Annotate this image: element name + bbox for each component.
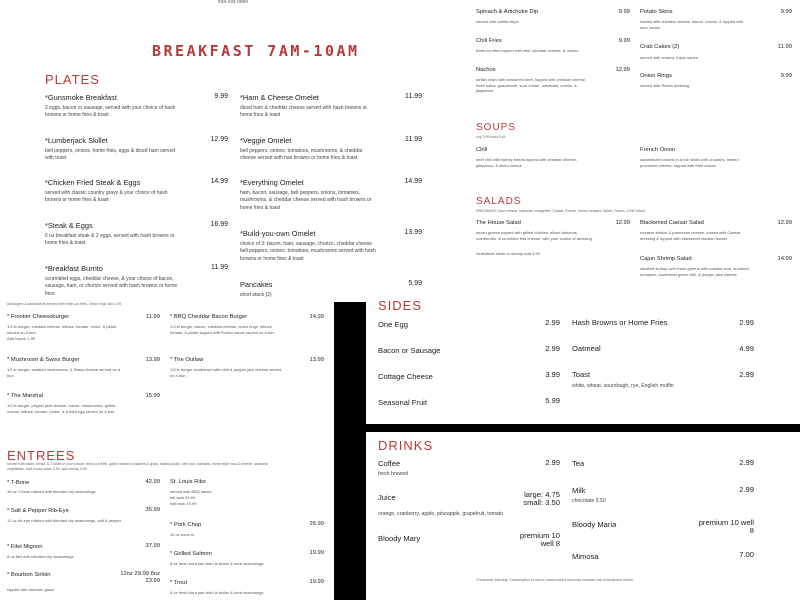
- entrees-panel[interactable]: [0, 444, 334, 600]
- item-name: * Bourbon Sirloin: [7, 572, 51, 578]
- item-name: * T-Bone: [7, 480, 30, 486]
- item-price: premium 10 well 8: [519, 531, 560, 548]
- item-desc: fresh brewed: [378, 471, 408, 477]
- item-name: Toast: [572, 370, 591, 379]
- item-price: 13.99: [309, 357, 324, 363]
- item-price: 14.99: [777, 256, 792, 262]
- item-price-line: half-rack 19.99: [170, 501, 197, 506]
- item-desc: 1/3 lb burger, pepper jack cheese, bacon, mushrooms, grilled onions, lettuce, tomato, pickle, & a fried egg served on a bun: [7, 403, 116, 414]
- item-desc: short stack (2): [240, 292, 272, 298]
- item-desc: 1/3 lb burger, cheddar cheese, lettuce, tomato, onion, & pickle served on a bun: [7, 324, 117, 335]
- item-desc: 16 oz T-bone rubbed with blended dry seasonings: [7, 489, 96, 494]
- item-price: 13.99: [404, 229, 422, 236]
- burgers-note: all burgers & sandwiches served with fresh-cut fries. Onion rings add 1.99: [7, 302, 122, 306]
- item-price: 11.99: [211, 264, 228, 271]
- item-price: 12.99: [210, 136, 228, 143]
- soups-title: SOUPS: [476, 122, 517, 133]
- item-name: The House Salad: [476, 220, 521, 226]
- item-desc: served with BBQ sauce: [170, 489, 212, 494]
- item-desc: 1/3 lb burger smothered with chili & pepper jack cheese served on a bun: [170, 367, 282, 378]
- item-desc: diced ham & cheddar cheese served with hash browns or home fries & toast: [240, 105, 368, 119]
- item-name: Bloody Mary: [378, 534, 421, 543]
- item-desc: chocolate 3.50: [572, 498, 606, 504]
- item-price: 11.99: [777, 44, 792, 50]
- item-price: 9.99: [618, 38, 630, 44]
- item-price: 5.99: [408, 280, 422, 287]
- item-price: 19.99: [309, 579, 324, 585]
- item-desc: 8 oz filet with blended dry seasonings: [7, 554, 74, 559]
- item-name: *Gunsmoke Breakfast: [45, 93, 117, 102]
- item-price: 2.99: [545, 458, 560, 467]
- item-desc: 8 oz fresh trout pan-fried in butter & herb seasonings: [170, 561, 264, 566]
- item-price: 9.99: [780, 73, 792, 79]
- item-price: 9.99: [780, 9, 792, 15]
- item-name: *Everything Omelet: [240, 178, 304, 187]
- item-price: 2.99: [545, 344, 560, 353]
- item-extra: Add bacon 1.99: [7, 336, 36, 341]
- item-price: 7.00: [739, 550, 754, 559]
- item-name: Oatmeal: [572, 344, 601, 353]
- item-name: Mimosa: [572, 552, 599, 561]
- item-price: large: 4.75 small: 3.50: [523, 490, 560, 507]
- item-name: Chili Fries: [476, 38, 502, 44]
- item-desc: served with classic country gravy & your choice of hash browns or home fries & toast: [45, 190, 168, 204]
- item-price: 12.99: [615, 220, 630, 226]
- phone-number: 928-433-0889: [218, 0, 248, 5]
- item-desc: romaine lettuce & parmesan cheese, tossed with Caesar dressing & topped with blackened chicken breast: [640, 230, 741, 241]
- drinks-title: DRINKS: [378, 438, 434, 453]
- item-name: *Steak & Eggs: [45, 221, 93, 230]
- item-name: * Frontier Cheeseburger: [7, 314, 70, 320]
- item-name: Seasonal Fruit: [378, 398, 427, 407]
- item-name: * Salt & Pepper Rib-Eye: [7, 508, 69, 514]
- item-name: * Trout: [170, 580, 188, 586]
- item-desc: 2 eggs, bacon or sausage, served with your choice of hash browns or home fries & toast: [45, 105, 176, 119]
- item-desc: 10 oz bone-in: [170, 532, 195, 537]
- salads-sub: DRESSINGS: blue cheese, balsamic vinaigrette, Caesar, French, honey mustard, Italian, Ranch, 1000 Island: [476, 209, 645, 213]
- item-desc: bell peppers, onions, home fries, eggs & diced ham served with toast: [45, 148, 176, 162]
- item-desc: white, wheat, sourdough, rye, English muffin: [572, 383, 674, 389]
- entrees-title: ENTREES: [7, 448, 76, 463]
- item-price: 11.99: [145, 314, 160, 320]
- item-price: 11.99: [405, 93, 422, 100]
- item-name: *Breakfast Burrito: [45, 264, 103, 273]
- item-desc: 12 oz rib-eye rubbed with blended dry seasonings, salt & pepper: [7, 518, 122, 523]
- item-desc: scrambled eggs, cheddar cheese, & your choice of bacon, sausage, ham, or chorizo served with hash browns or home fries: [45, 276, 178, 297]
- item-name: *Lumberjack Skillet: [45, 136, 108, 145]
- item-desc: ham, bacon, sausage, bell peppers, onions, tomatoes, mushrooms, & cheddar cheese served with hash browns or home fries & toast: [240, 190, 372, 211]
- item-price: 9.99: [214, 93, 228, 100]
- item-name: St. Louis Ribs: [170, 479, 206, 485]
- item-name: One Egg: [378, 320, 408, 329]
- salads-title: SALADS: [476, 196, 522, 207]
- item-name: *Build-you-own Omelet: [240, 229, 316, 238]
- item-price: 2.99: [739, 370, 754, 379]
- item-desc: served with Ranch dressing: [640, 83, 690, 88]
- item-name: Hash Browns or Home Fries: [572, 318, 668, 327]
- sides-panel[interactable]: [366, 296, 800, 424]
- item-desc: tortilla chips with seasoned beef, topped with cheddar cheese, fresh salsa, guacamole, sour cream, tomatoes, onions, & jalapenos: [476, 77, 587, 94]
- item-desc: choice of 3: bacon, ham, sausage, chorizo, cheddar cheese bell peppers, onions, tomatoes, mushrooms served with hash browns or home fries & toast: [240, 241, 376, 262]
- item-desc: 8 oz fresh trout pan-fried in butter & herb seasonings: [170, 590, 264, 595]
- item-name: Cottage Cheese: [378, 372, 433, 381]
- item-name: * Grilled Salmon: [170, 551, 212, 557]
- item-price: 16.99: [210, 221, 228, 228]
- item-name: * Pork Chop: [170, 522, 202, 528]
- entrees-note: served with salad, bread, & 2 sides of your choice: fresh-cut fries, garlic mashed potatoes & gravy, baked potato, wild rice, coleslaw, home-style mac & cheese, seasonal vegetables. Add house salad 3.99, add shrimp 4.99: [7, 462, 269, 471]
- item-name: *Veggie Omelet: [240, 136, 292, 145]
- item-price: 14.99: [210, 178, 228, 185]
- item-price: 26.99: [309, 521, 324, 527]
- item-price: 14.99: [404, 178, 422, 185]
- plates-title: PLATES: [45, 72, 100, 87]
- item-desc: fresh-cut fries topped with chili, cheddar cheese, & onions: [476, 48, 579, 53]
- breakfast-header: BREAKFAST 7AM-10AM: [152, 42, 360, 60]
- item-desc: sautéed shrimp over fresh greens with roasted corn, sundried tomatoes, southwest green chili, & pepper jack cheese: [640, 266, 749, 277]
- item-desc: 6 oz breakfast steak & 2 eggs, served with hash browns or home fries & toast: [45, 233, 175, 247]
- item-price: 5.99: [545, 396, 560, 405]
- item-desc: beef chili with kidney beans topped with cheddar cheese, jalapenos, & diced onions: [476, 157, 577, 168]
- item-name: Bloody Maria: [572, 520, 617, 529]
- item-desc: 1/3 lb burger, sautéed mushrooms, & Swiss cheese served on a bun: [7, 367, 121, 378]
- burgers-panel[interactable]: [0, 302, 334, 444]
- item-name: * The Outlaw: [170, 357, 204, 363]
- item-name: Nachos: [476, 67, 496, 73]
- item-name: Cajun Shrimp Salad: [640, 256, 692, 262]
- item-price-line: full-rack 29.99: [170, 495, 196, 500]
- item-price: 3.99: [545, 370, 560, 379]
- item-name: French Onion: [640, 147, 676, 153]
- item-name: * Filet Mignon: [7, 544, 43, 550]
- item-price: 9.99: [618, 9, 630, 15]
- item-price: 37.99: [145, 543, 160, 549]
- item-desc: orange, cranberry, apple, pineapple, grapefruit, tomato: [378, 511, 504, 517]
- item-desc: bell peppers, onions, tomatoes, mushrooms, & cheddar cheese served with has browns or home fries & toast: [240, 148, 363, 162]
- item-name: *Chicken Fried Steak & Eggs: [45, 178, 141, 187]
- item-name: Crab Cakes (2): [640, 44, 680, 50]
- item-desc: served with tortilla chips: [476, 19, 519, 24]
- consumer-warning: *Consumer Warning: Consumption of raw or undercooked food may increase risk of foodborne illness: [476, 578, 634, 582]
- item-desc: caramelized onions in a rich broth with croutons, melted provolone cheese, topped with fried onions: [640, 157, 739, 168]
- item-name: Spinach & Artichoke Dip: [476, 9, 539, 15]
- item-price: 35.99: [145, 507, 160, 513]
- item-price: 2.99: [739, 458, 754, 467]
- item-price: 2.99: [545, 318, 560, 327]
- item-name: *Ham & Cheese Omelet: [240, 93, 319, 102]
- item-desc: mixed greens topped with grilled chicken, sliced almonds, cranberries, & crumbled feta cheese, with your choice of dressing: [476, 230, 592, 241]
- item-price: 12.99: [615, 67, 630, 73]
- item-price: 12oz 29.99 8oz 23.99: [120, 571, 160, 584]
- item-name: * The Marshal: [7, 393, 43, 399]
- item-price: 2.99: [739, 318, 754, 327]
- item-price: 2.99: [739, 485, 754, 494]
- item-name: Juice: [378, 493, 396, 502]
- item-name: Chili: [476, 147, 488, 153]
- appetizers-soups-salads-panel[interactable]: [468, 0, 800, 298]
- item-name: Blackened Caesar Salad: [640, 220, 704, 226]
- item-price: 19.99: [309, 550, 324, 556]
- item-desc: served with creamy Cajun sauce: [640, 55, 698, 60]
- item-name: Potato Skins: [640, 9, 673, 15]
- item-desc: topped with bourbon glaze: [7, 587, 54, 592]
- item-name: * Mushroom & Swiss Burger: [7, 357, 80, 363]
- item-name: Coffee: [378, 459, 401, 468]
- item-price: 42.99: [145, 479, 160, 485]
- item-extra: *substitute steak or shrimp add 3.99: [476, 251, 540, 256]
- item-name: Milk: [572, 486, 586, 495]
- item-price: 12.99: [777, 220, 792, 226]
- item-price: 15.99: [145, 393, 160, 399]
- sides-title: SIDES: [378, 298, 423, 313]
- item-price: 11.99: [405, 136, 422, 143]
- item-name: * BBQ Cheddar Bacon Burger: [170, 314, 248, 320]
- item-price: premium 10 well 8: [698, 518, 754, 535]
- item-name: Pancakes: [240, 280, 273, 289]
- breakfast-menu-panel[interactable]: [0, 0, 468, 302]
- item-desc: 1/3 lb burger, bacon, cheddar cheese, onion rings, lettuce, tomato, & pickle topped with Rodeo sauce served on a bun: [170, 324, 275, 335]
- item-price: 4.99: [739, 344, 754, 353]
- item-name: Bacon or Sausage: [378, 346, 441, 355]
- item-name: Tea: [572, 459, 585, 468]
- soups-sub: cup 3.99 bowl 5.49: [476, 135, 506, 139]
- item-price: 14.99: [309, 314, 324, 320]
- drinks-panel[interactable]: [366, 432, 800, 600]
- item-name: Onion Rings: [640, 73, 672, 79]
- item-price: 13.99: [145, 357, 160, 363]
- item-desc: loaded with cheddar cheese, bacon, onions, & topped with sour cream: [640, 19, 744, 30]
